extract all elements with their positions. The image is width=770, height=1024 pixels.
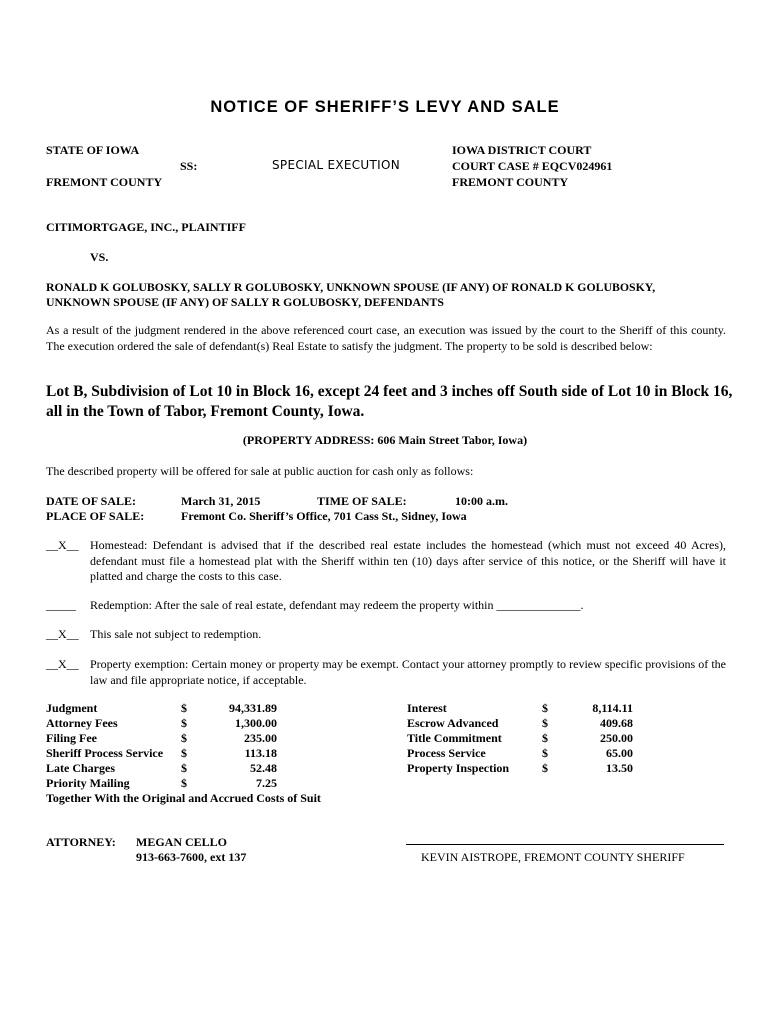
signature-line (406, 844, 724, 845)
cost-label: Title Commitment (407, 731, 502, 745)
cost-currency: $ (542, 701, 548, 715)
redemption-mark: _____ (46, 598, 76, 612)
cost-label: Late Charges (46, 761, 115, 775)
right-county-label: FREMONT COUNTY (452, 175, 569, 189)
cost-amount: 235.00 (244, 731, 277, 745)
cost-currency: $ (542, 746, 548, 760)
cost-currency: $ (181, 716, 187, 730)
document-title: NOTICE OF SHERIFF’S LEVY AND SALE (210, 98, 560, 116)
date-of-sale-value: March 31, 2015 (181, 494, 261, 508)
exemption-text: Property exemption: Certain money or property may be exempt. Contact your attorney promptly to review specific provisions of the law and file appropriate notice, if acceptable. (90, 657, 726, 687)
court-case-number: COURT CASE # EQCV024961 (452, 159, 613, 173)
cost-amount: 250.00 (600, 731, 633, 745)
attorney-phone: 913-663-7600, ext 137 (136, 850, 247, 864)
no-redemption-text: This sale not subject to redemption. (90, 627, 262, 641)
cost-label: Interest (407, 701, 447, 715)
cost-label: Priority Mailing (46, 776, 130, 790)
cost-currency: $ (542, 731, 548, 745)
cost-currency: $ (181, 761, 187, 775)
plaintiff: CITIMORTGAGE, INC., PLAINTIFF (46, 220, 246, 234)
cost-label: Process Service (407, 746, 486, 760)
attorney-name: MEGAN CELLO (136, 835, 228, 849)
cost-amount: 94,331.89 (229, 701, 277, 715)
time-of-sale-value: 10:00 a.m. (455, 494, 508, 508)
defendants-line-1: RONALD K GOLUBOSKY, SALLY R GOLUBOSKY, UNKNOWN SPOUSE (IF ANY) OF RONALD K GOLUBOSKY, (46, 280, 656, 294)
cost-currency: $ (181, 701, 187, 715)
exemption-mark: __X__ (46, 657, 79, 671)
cost-amount: 52.48 (250, 761, 277, 775)
cost-label: Sheriff Process Service (46, 746, 164, 760)
place-of-sale-label: PLACE OF SALE: (46, 509, 145, 523)
costs-footer: Together With the Original and Accrued Costs of Suit (46, 791, 321, 805)
left-county-label: FREMONT COUNTY (46, 175, 163, 189)
cost-label: Escrow Advanced (407, 716, 499, 730)
cost-amount: 1,300.00 (235, 716, 277, 730)
cost-label: Property Inspection (407, 761, 510, 775)
state-label: STATE OF IOWA (46, 143, 140, 157)
cost-currency: $ (181, 776, 187, 790)
cost-amount: 113.18 (244, 746, 277, 760)
date-of-sale-label: DATE OF SALE: (46, 494, 137, 508)
auction-statement: The described property will be offered for sale at public auction for cash only as follows: (46, 464, 474, 478)
no-redemption-mark: __X__ (46, 627, 79, 641)
ss-label: SS: (180, 159, 198, 173)
sheriff-signature: KEVIN AISTROPE, FREMONT COUNTY SHERIFF (421, 850, 685, 864)
legal-description: Lot B, Subdivision of Lot 10 in Block 16, except 24 feet and 3 inches off South side of Lot 10 in Block 16, all in the Town of Tabor, Fremont County, Iowa. (46, 383, 733, 420)
defendants-line-2: UNKNOWN SPOUSE (IF ANY) OF SALLY R GOLUBOSKY, DEFENDANTS (46, 295, 444, 309)
cost-amount: 13.50 (606, 761, 633, 775)
cost-label: Judgment (46, 701, 98, 715)
intro-paragraph: As a result of the judgment rendered in the above referenced court case, an execution was issued by the court to the Sheriff of this county. The execution ordered the sale of defendant(s) Real Estate to satisfy the judgment. The property to be sold is described below: (46, 323, 726, 353)
court-name: IOWA DISTRICT COURT (452, 143, 592, 157)
cost-amount: 65.00 (606, 746, 633, 760)
attorney-label: ATTORNEY: (46, 835, 116, 849)
homestead-text: Homestead: Defendant is advised that if the described real estate includes the homestead (which must not exceed 40 Acres), defendant must file a homestead plat with the Sheriff within ten (10) days after service of this notice, or the Sheriff will have it platted and charge the costs to this case. (90, 538, 726, 583)
cost-currency: $ (542, 761, 548, 775)
place-of-sale-value: Fremont Co. Sheriff’s Office, 701 Cass St., Sidney, Iowa (181, 509, 467, 523)
cost-currency: $ (542, 716, 548, 730)
cost-currency: $ (181, 731, 187, 745)
execution-type: SPECIAL EXECUTION (272, 158, 401, 172)
cost-amount: 409.68 (600, 716, 633, 730)
cost-amount: 8,114.11 (592, 701, 633, 715)
redemption-text: Redemption: After the sale of real estate, defendant may redeem the property within ______________. (90, 598, 584, 612)
cost-currency: $ (181, 746, 187, 760)
cost-label: Attorney Fees (46, 716, 118, 730)
versus: VS. (90, 250, 109, 264)
time-of-sale-label: TIME OF SALE: (317, 494, 407, 508)
homestead-mark: __X__ (46, 538, 79, 552)
cost-amount: 7.25 (256, 776, 277, 790)
property-address: (PROPERTY ADDRESS: 606 Main Street Tabor, Iowa) (242, 433, 528, 447)
cost-label: Filing Fee (46, 731, 97, 745)
